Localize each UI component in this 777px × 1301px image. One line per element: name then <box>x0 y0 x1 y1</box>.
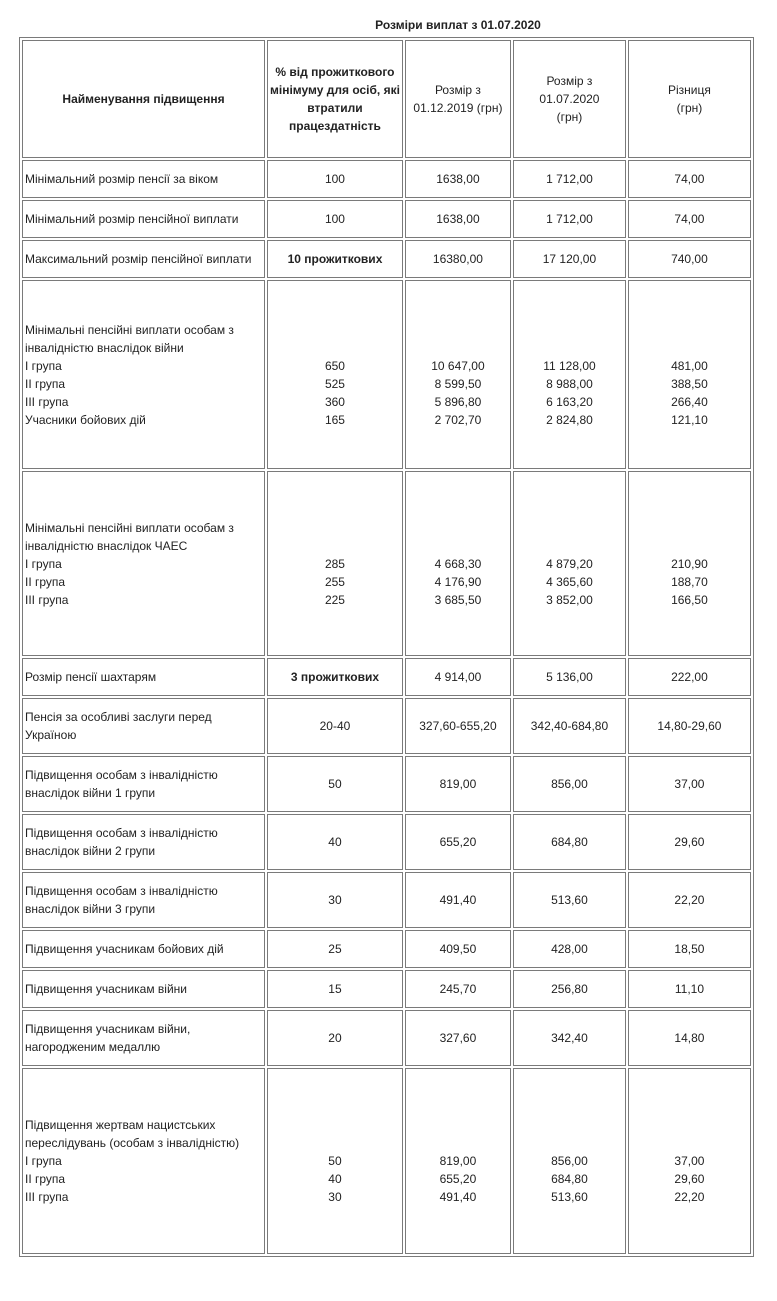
row-size-2019-cell <box>405 280 511 469</box>
row-size-2019-cell <box>405 698 511 754</box>
cell-value: 10 647,00 <box>431 358 485 373</box>
row-size-2019-cell <box>405 471 511 656</box>
cell-value: 327,60-655,20 <box>419 719 497 733</box>
cell-value: 6 163,20 <box>546 394 593 409</box>
row-percent-cell <box>267 930 403 968</box>
cell-value: 4 914,00 <box>434 670 482 684</box>
cell-value: 428,00 <box>551 942 588 956</box>
row-size-2020-cell <box>513 471 626 656</box>
row-name-line: Підвищення учасникам війни, <box>25 1022 191 1036</box>
cell-value: 2 824,80 <box>546 412 593 427</box>
cell-value: 3 прожиткових <box>290 670 380 684</box>
row-name-line: Підвищення учасникам бойових дій <box>25 942 224 956</box>
row-name-line: Мінімальні пенсійні виплати особам з <box>25 520 234 535</box>
cell-value: 1638,00 <box>436 172 480 186</box>
cell-value: 210,90 <box>671 556 708 571</box>
row-size-2019-cell <box>405 200 511 238</box>
row-percent-cell <box>267 756 403 812</box>
cell-value: 256,80 <box>551 982 588 996</box>
spacer <box>631 1116 748 1152</box>
row-name-line: Мінімальний розмір пенсійної виплати <box>25 212 239 226</box>
table-row <box>22 471 751 656</box>
row-name-cell <box>22 1010 265 1066</box>
row-size-2020-cell <box>513 200 626 238</box>
row-diff-cell <box>628 698 751 754</box>
row-diff-cell <box>628 658 751 696</box>
row-name-cell <box>22 930 265 968</box>
cell-value: 388,50 <box>671 376 708 391</box>
row-name-cell <box>22 1068 265 1254</box>
header-diff: Різниця (грн) <box>628 40 751 158</box>
row-size-2019-cell <box>405 658 511 696</box>
row-name-line: внаслідок війни 3 групи <box>25 902 156 916</box>
cell-value: 121,10 <box>671 412 708 427</box>
cell-value: 266,40 <box>671 394 708 409</box>
row-size-2019-cell <box>405 756 511 812</box>
row-size-2019-cell <box>405 872 511 928</box>
row-name-line: І група <box>25 358 62 373</box>
row-size-2020-cell <box>513 756 626 812</box>
cell-value: 22,20 <box>674 1190 705 1204</box>
row-name-line: Підвищення учасникам війни <box>25 982 187 996</box>
spacer <box>516 1116 623 1152</box>
cell-value: 684,80 <box>551 1172 588 1186</box>
spacer <box>516 519 623 555</box>
cell-value: 18,50 <box>674 942 705 956</box>
row-size-2019-cell <box>405 1010 511 1066</box>
cell-value: 188,70 <box>671 574 708 589</box>
cell-value: 1 712,00 <box>546 212 593 226</box>
row-diff-cell <box>628 471 751 656</box>
spacer <box>270 519 400 555</box>
row-name-line: Мінімальні пенсійні виплати особам з <box>25 322 234 337</box>
row-name-line: Підвищення особам з інвалідністю <box>25 884 218 898</box>
cell-value: 342,40-684,80 <box>530 719 609 733</box>
cell-value: 50 <box>328 1154 342 1168</box>
row-size-2019-cell <box>405 930 511 968</box>
row-diff-cell <box>628 970 751 1008</box>
row-name-cell <box>22 756 265 812</box>
cell-value: 22,20 <box>674 893 705 907</box>
cell-value: 1638,00 <box>436 212 480 226</box>
row-diff-cell <box>628 814 751 870</box>
cell-value: 166,50 <box>671 592 708 607</box>
cell-value: 3 852,00 <box>546 592 593 607</box>
cell-value: 285 <box>324 556 345 571</box>
row-size-2020-cell <box>513 280 626 469</box>
cell-value: 655,20 <box>439 1172 477 1186</box>
row-name-line: внаслідок війни 1 групи <box>25 786 156 800</box>
table-header-row <box>22 40 751 158</box>
cell-value: 481,00 <box>671 358 708 373</box>
row-percent-cell <box>267 698 403 754</box>
cell-value: 856,00 <box>551 777 588 791</box>
row-diff-cell <box>628 1010 751 1066</box>
cell-value: 655,20 <box>439 835 477 849</box>
row-name-line: нагородженим медаллю <box>25 1040 161 1054</box>
row-size-2020-cell <box>513 160 626 198</box>
row-size-2020-cell <box>513 1068 626 1254</box>
cell-value: 29,60 <box>674 835 705 849</box>
cell-value: 740,00 <box>671 252 708 266</box>
row-diff-cell <box>628 1068 751 1254</box>
cell-value: 513,60 <box>551 893 588 907</box>
cell-value: 222,00 <box>671 670 708 684</box>
pension-table <box>19 37 754 1257</box>
cell-value: 74,00 <box>674 172 705 186</box>
cell-value: 513,60 <box>551 1190 588 1204</box>
table-row <box>22 200 751 238</box>
cell-value: 40 <box>328 835 342 849</box>
spacer <box>270 1116 400 1152</box>
header-size-2019: Розмір з 01.12.2019 (грн) <box>405 40 511 158</box>
cell-value: 525 <box>324 376 345 391</box>
cell-value: 20 <box>328 1031 342 1045</box>
cell-value: 20-40 <box>319 719 351 733</box>
cell-value: 74,00 <box>674 212 705 226</box>
row-size-2019-cell <box>405 814 511 870</box>
cell-value: 2 702,70 <box>434 412 482 427</box>
cell-value: 25 <box>328 942 342 956</box>
row-percent-cell <box>267 872 403 928</box>
header-percent: % від прожиткового мінімуму для осіб, які втратили працездатність <box>267 40 403 158</box>
spacer <box>631 519 748 555</box>
table-row <box>22 658 751 696</box>
row-name-line: ІІ група <box>25 376 66 391</box>
cell-value: 11,10 <box>674 982 704 996</box>
cell-value: 11 128,00 <box>543 358 596 373</box>
row-size-2020-cell <box>513 970 626 1008</box>
cell-value: 100 <box>324 172 345 186</box>
row-name-line: ІІ група <box>25 574 66 589</box>
pension-table-body <box>22 40 751 1254</box>
row-name-line: Підвищення жертвам нацистських <box>25 1118 216 1132</box>
table-row <box>22 1010 751 1066</box>
cell-value: 856,00 <box>551 1154 588 1168</box>
table-row <box>22 698 751 754</box>
row-name-cell <box>22 698 265 754</box>
row-size-2020-cell <box>513 240 626 278</box>
spacer <box>408 1116 508 1152</box>
row-size-2019-cell <box>405 1068 511 1254</box>
row-percent-cell <box>267 240 403 278</box>
spacer <box>408 519 508 555</box>
row-size-2020-cell <box>513 1010 626 1066</box>
cell-value: 650 <box>324 358 345 373</box>
cell-value: 1 712,00 <box>546 172 593 186</box>
cell-value: 8 599,50 <box>434 376 482 391</box>
row-percent-cell <box>267 471 403 656</box>
row-name-line: ІІ група <box>25 1172 66 1186</box>
cell-value: 8 988,00 <box>546 376 593 391</box>
cell-value: 37,00 <box>674 777 705 791</box>
row-size-2020-cell <box>513 698 626 754</box>
row-size-2020-cell <box>513 814 626 870</box>
row-name-line: Учасники бойових дій <box>25 412 146 427</box>
row-diff-cell <box>628 200 751 238</box>
row-name-line: інвалідністю внаслідок ЧАЕС <box>25 538 188 553</box>
cell-value: 491,40 <box>439 893 477 907</box>
cell-value: 684,80 <box>551 835 588 849</box>
cell-value: 40 <box>328 1172 342 1186</box>
cell-value: 30 <box>328 1190 342 1204</box>
cell-value: 225 <box>324 592 345 607</box>
table-row <box>22 930 751 968</box>
cell-value: 327,60 <box>439 1031 477 1045</box>
cell-value: 819,00 <box>439 1154 477 1168</box>
cell-value: 409,50 <box>439 942 477 956</box>
row-name-cell <box>22 658 265 696</box>
page-title: Розміри виплат з 01.07.2020 <box>375 18 541 32</box>
cell-value: 14,80 <box>674 1031 705 1045</box>
cell-value: 4 365,60 <box>546 574 593 589</box>
table-row <box>22 970 751 1008</box>
row-name-cell <box>22 872 265 928</box>
row-name-line: Підвищення особам з інвалідністю <box>25 826 218 840</box>
cell-value: 342,40 <box>551 1031 588 1045</box>
row-name-cell <box>22 471 265 656</box>
row-percent-cell <box>267 280 403 469</box>
row-name-cell <box>22 280 265 469</box>
cell-value: 4 668,30 <box>434 556 482 571</box>
spacer <box>270 321 400 357</box>
row-diff-cell <box>628 160 751 198</box>
row-name-line: І група <box>25 556 62 571</box>
row-name-line: І група <box>25 1154 62 1168</box>
table-row <box>22 240 751 278</box>
row-size-2020-cell <box>513 930 626 968</box>
row-percent-cell <box>267 160 403 198</box>
row-size-2020-cell <box>513 872 626 928</box>
row-name-line: Підвищення особам з інвалідністю <box>25 768 218 782</box>
table-row <box>22 160 751 198</box>
row-name-line: внаслідок війни 2 групи <box>25 844 156 858</box>
cell-value: 3 685,50 <box>434 592 482 607</box>
header-name: Найменування підвищення <box>22 40 265 158</box>
spacer <box>631 321 748 357</box>
row-name-cell <box>22 200 265 238</box>
spacer <box>408 321 508 357</box>
row-name-line: ІІІ група <box>25 394 69 409</box>
row-percent-cell <box>267 814 403 870</box>
cell-value: 15 <box>328 982 342 996</box>
row-diff-cell <box>628 930 751 968</box>
cell-value: 4 176,90 <box>434 574 482 589</box>
row-name-line: ІІІ група <box>25 1190 69 1204</box>
cell-value: 165 <box>324 412 345 427</box>
row-percent-cell <box>267 970 403 1008</box>
row-percent-cell <box>267 658 403 696</box>
row-percent-cell <box>267 1068 403 1254</box>
cell-value: 4 879,20 <box>546 556 593 571</box>
cell-value: 30 <box>328 893 342 907</box>
cell-value: 29,60 <box>674 1172 705 1186</box>
table-row <box>22 280 751 469</box>
row-name-line: Максимальний розмір пенсійної виплати <box>25 252 252 266</box>
cell-value: 491,40 <box>439 1190 477 1204</box>
row-name-line: переслідувань (особам з інвалідністю) <box>25 1136 240 1150</box>
row-diff-cell <box>628 872 751 928</box>
cell-value: 245,70 <box>439 982 477 996</box>
spacer <box>516 321 623 357</box>
cell-value: 360 <box>324 394 345 409</box>
cell-value: 16380,00 <box>432 252 483 266</box>
row-name-line: інвалідністю внаслідок війни <box>25 340 184 355</box>
row-name-cell <box>22 814 265 870</box>
row-size-2019-cell <box>405 240 511 278</box>
cell-value: 17 120,00 <box>542 252 597 266</box>
row-name-cell <box>22 240 265 278</box>
row-name-line: Розмір пенсії шахтарям <box>25 670 157 684</box>
row-name-cell <box>22 160 265 198</box>
cell-value: 100 <box>324 212 345 226</box>
row-name-line: Україною <box>25 728 77 742</box>
row-size-2019-cell <box>405 970 511 1008</box>
table-row <box>22 756 751 812</box>
cell-value: 50 <box>328 777 342 791</box>
cell-value: 37,00 <box>674 1154 705 1168</box>
row-diff-cell <box>628 280 751 469</box>
cell-value: 10 прожиткових <box>287 252 383 266</box>
cell-value: 819,00 <box>439 777 477 791</box>
table-row <box>22 872 751 928</box>
header-size-2020: Розмір з 01.07.2020 (грн) <box>513 40 626 158</box>
row-diff-cell <box>628 756 751 812</box>
row-name-line: ІІІ група <box>25 592 69 607</box>
cell-value: 5 136,00 <box>546 670 593 684</box>
row-name-line: Пенсія за особливі заслуги перед <box>25 710 212 724</box>
cell-value: 255 <box>324 574 345 589</box>
row-name-line: Мінімальний розмір пенсії за віком <box>25 172 219 186</box>
row-name-cell <box>22 970 265 1008</box>
row-size-2020-cell <box>513 658 626 696</box>
row-size-2019-cell <box>405 160 511 198</box>
row-diff-cell <box>628 240 751 278</box>
table-row <box>22 1068 751 1254</box>
row-percent-cell <box>267 1010 403 1066</box>
row-percent-cell <box>267 200 403 238</box>
cell-value: 14,80-29,60 <box>657 719 722 733</box>
cell-value: 5 896,80 <box>434 394 482 409</box>
table-row <box>22 814 751 870</box>
